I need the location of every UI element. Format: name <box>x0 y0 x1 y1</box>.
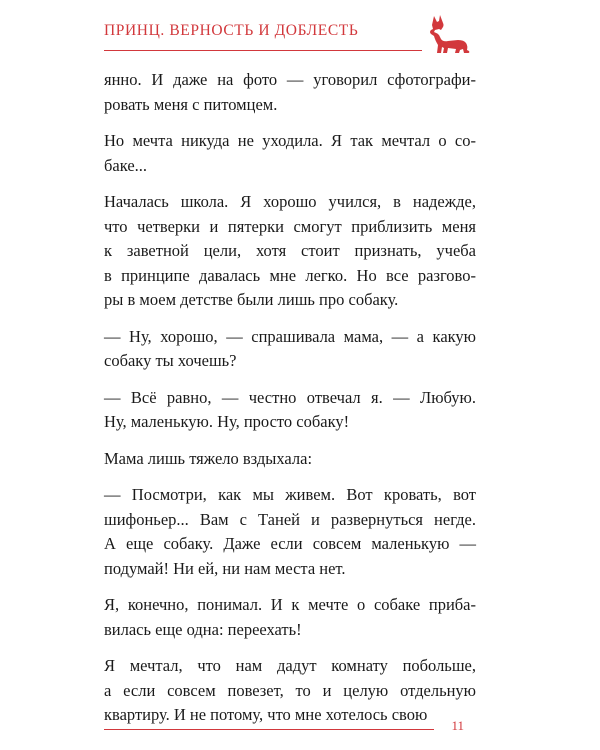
text-line: что четверки и пятерки смогут приблизить меня <box>104 216 476 236</box>
text-line: вилась еще одна: переехать! <box>104 619 302 639</box>
text-line: — Всё равно, — честно отвечал я. — Любую. <box>104 387 476 407</box>
text-line: Началась школа. Я хорошо учился, в надежде, <box>104 192 476 211</box>
header-divider <box>104 50 422 51</box>
page-number: 11 <box>451 718 464 733</box>
body-text <box>104 68 476 740</box>
text-line: янно. И даже на фото — уговорил сфотографи- <box>104 70 476 89</box>
text-line: Мама лишь тяжело вздыхала: <box>104 448 313 468</box>
text-line: — Ну, хорошо, — спрашивала мама, — а какую <box>104 326 476 346</box>
paragraph <box>104 129 476 178</box>
text-line: ры в моем детстве были лишь про собаку. <box>104 290 399 309</box>
text-line: баке... <box>104 155 148 175</box>
page-header <box>104 14 476 54</box>
text-line: шифоньер... Вам с Таней и развернуться негде. <box>104 509 476 529</box>
paragraph <box>104 325 476 374</box>
text-line: — Посмотри, как мы живем. Вот кровать, вот <box>104 485 476 504</box>
text-line: ровать меня с питомцем. <box>104 94 278 114</box>
page-footer <box>104 718 476 738</box>
paragraph <box>104 190 476 313</box>
text-line: Я мечтал, что нам дадут комнату побольше, <box>104 656 476 675</box>
paragraph <box>104 447 476 472</box>
text-line: собаку ты хочешь? <box>104 351 237 370</box>
paragraph <box>104 483 476 581</box>
paragraph <box>104 593 476 642</box>
footer-divider <box>104 729 434 730</box>
text-line: а если совсем повезет, то и целую отдельную <box>104 680 476 700</box>
running-title: ПРИНЦ. ВЕРНОСТЬ И ДОБЛЕСТЬ <box>104 22 359 39</box>
text-line: Ну, маленькую. Ну, просто собаку! <box>104 412 350 431</box>
text-line: к заветной цели, хотя стоит признать, учеба <box>104 241 476 260</box>
paragraph <box>104 654 476 728</box>
text-line: А еще собаку. Даже если совсем маленькую — <box>104 534 476 553</box>
text-line: квартиру. И не потому, что мне хотелось свою <box>104 705 428 724</box>
text-line: в принципе давалась мне легко. Но все разгово- <box>104 265 476 285</box>
text-line: Я, конечно, понимал. И к мечте о собаке приба- <box>104 595 476 614</box>
paragraph <box>104 386 476 435</box>
text-line: Но мечта никуда не уходила. Я так мечтал о со- <box>104 131 476 150</box>
dog-silhouette-icon <box>426 14 472 54</box>
text-line: подумай! Ни ей, ни нам места нет. <box>104 558 346 578</box>
paragraph <box>104 68 476 117</box>
